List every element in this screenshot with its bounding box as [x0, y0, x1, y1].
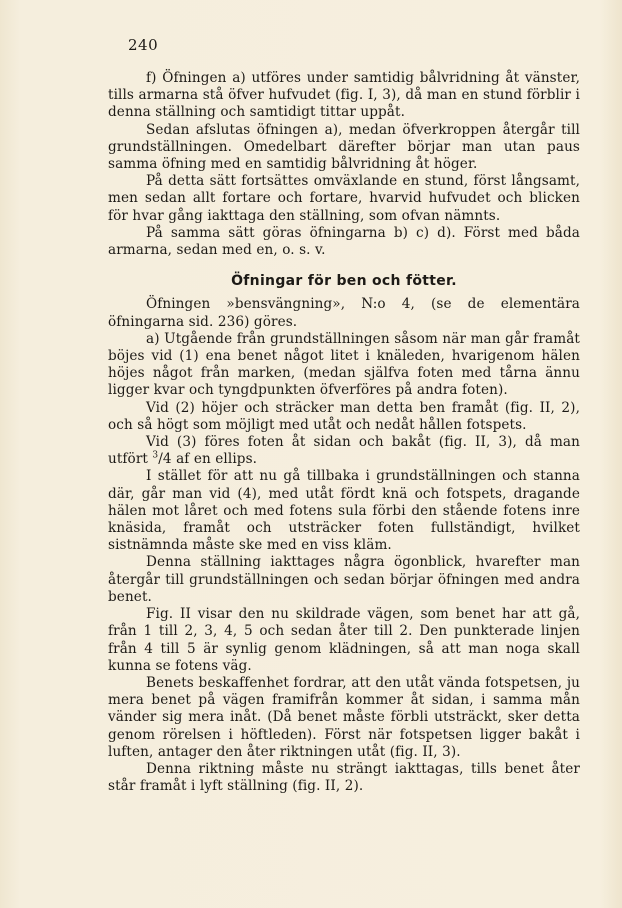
paragraph: På detta sätt fortsättes omväxlande en stund, först långsamt, men sedan allt fortare och fortare, hvarvid hufvudet och blicken för hvar gång iakttaga den ställning, som ofvan nämnts.	[108, 173, 580, 224]
paragraph: Öfningen »bensvängning», N:o 4, (se de elementära öfningarna sid. 236) göres.	[108, 296, 580, 330]
paragraph: I stället för att nu gå tillbaka i grundställningen och stanna där, går man vid (4), med utåt fördt knä och fotspets, dragande hälen mot låret och med fotens sula förbi den stående fotens inre knäsida, framåt och utsträcker foten fullständigt, hvilket sistnämnda måste ske med en viss kläm.	[108, 468, 580, 554]
paragraph: Vid (2) höjer och sträcker man detta ben framåt (fig. II, 2), och så högt som möjligt med utåt och nedåt hållen fotspets.	[108, 399, 580, 433]
page-number: 240	[128, 36, 159, 54]
paragraph: Fig. II visar den nu skildrade vägen, som benet har att gå, från 1 till 2, 3, 4, 5 och sedan åter till 2. Den punkterade linjen från 4 till 5 är synlig genom klädningen, så att man noga skall kunna se fotens väg.	[108, 606, 580, 674]
fraction-superscript: 3	[152, 450, 159, 461]
paragraph: Benets beskaffenhet fordrar, att den utåt vända fotspetsen, ju mera benet på vägen framifrån kommer åt sidan, i samma mån vänder sig mera inåt. (Då benet måste förbli utsträckt, sker detta genom rörelsen i höftleden). Först när fotspetsen ligger bakåt i luften, antager den åter riktningen utåt (fig. II, 3).	[108, 674, 580, 760]
paragraph: På samma sätt göras öfningarna b) c) d). Först med båda armarna, sedan med en, o. s. v.	[108, 224, 580, 259]
paragraph-ellips	[108, 434, 580, 468]
ellips-text-before: Vid (3) föres foten åt sidan och bakåt (fig. II, 3), då man utfört	[108, 434, 580, 468]
paragraph: Denna riktning måste nu strängt iakttagas, tills benet åter står framåt i lyft ställning (fig. II, 2).	[108, 760, 580, 795]
page-body	[108, 70, 580, 795]
paragraph: Sedan afslutas öfningen a), medan öfverkroppen återgår till grundställningen. Omedelbart därefter börjar man utan paus samma öfning med en samtidig bålvridning åt höger.	[108, 121, 580, 173]
ellips-text-after: /4 af en ellips.	[158, 451, 258, 468]
paragraph: f) Öfningen a) utföres under samtidig bålvridning åt vänster, tills armarna stå öfver hufvudet (fig. I, 3), då man en stund förblir i denna ställning och samtidigt tittar uppåt.	[108, 70, 580, 121]
section-heading: Öfningar för ben och fötter.	[231, 273, 457, 290]
paragraph: a) Utgående från grundställningen såsom när man går framåt böjes vid (1) ena benet något litet i knäleden, hvarigenom hälen höjes något från marken, (medan själfva foten med tårna ännu ligger kvar och tyngdpunkten öfverföres på andra foten).	[108, 330, 580, 399]
paragraph: Denna ställning iakttages några ögonblick, hvarefter man återgår till grundställningen och sedan börjar öfningen med andra benet.	[108, 554, 580, 605]
